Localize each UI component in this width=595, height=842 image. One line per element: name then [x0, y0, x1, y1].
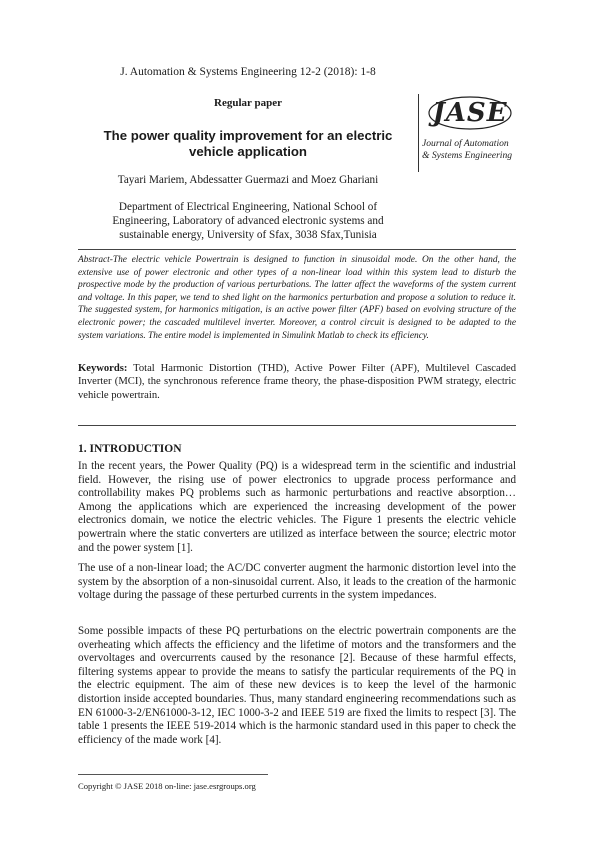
section-heading-introduction: 1. INTRODUCTION: [78, 443, 182, 455]
intro-paragraph-3: Some possible impacts of these PQ perturbations on the electric powertrain components are the overheating which affects the efficiency and the lifetime of motors and the transformers and the overvoltages and overcurrents caused by the resonance [2]. Because of these harmful effects, filtering systems appear to provide the means to satisfy the particular requirements of the PQ in the electric equipment. The aim of these new devices is to keep the level of the harmonic distortion inside accepted boundaries. Thus, many standard engineering recommendations such as EN 61000-3-2/EN61000-3-12, IEC 1000-3-2 and IEEE 519 are fixed the limits to respect [3]. The table 1 presents the IEEE 519-2014 which is the harmonic standard used in this paper to check the efficiency of the made work [4].: [78, 625, 516, 746]
footer-copyright: Copyright © JASE 2018 on-line: jase.esrgroups.org: [78, 781, 256, 791]
affiliation-line-3: sustainable energy, University of Sfax, 3038 Sfax,Tunisia: [119, 229, 377, 242]
logo-subtitle: [422, 138, 522, 162]
paper-type-label: Regular paper: [214, 97, 282, 109]
affiliation-line-2: Engineering, Laboratory of advanced electronic systems and: [112, 215, 384, 228]
logo-subtitle-line-2: & Systems Engineering: [422, 150, 513, 161]
journal-logo: [418, 94, 520, 174]
paper-title: [78, 128, 418, 160]
affiliation-line-1: Department of Electrical Engineering, National School of: [118, 201, 378, 213]
footer-rule: [78, 774, 268, 775]
journal-citation: J. Automation & Systems Engineering 12-2 (2018): 1-8: [120, 66, 376, 78]
authors: Tayari Mariem, Abdessatter Guermazi and Moez Ghariani: [117, 174, 379, 186]
keywords-label: Keywords:: [78, 363, 128, 374]
abstract-bottom-rule: [78, 425, 516, 426]
intro-paragraph-2: The use of a non-linear load; the AC/DC converter augment the harmonic distortion level into the system by the absorption of a non-sinusoidal current. Also, it leads to the creation of the harmonic voltage during the passage of these perturbed currents in the system impedances.: [78, 562, 516, 602]
keywords-text: Total Harmonic Distortion (THD), Active Power Filter (APF), Multilevel Cascaded Inverter (MCI), the synchronous reference frame theory, the phase-disposition PWM strategy, electric vehicle powertrain.: [78, 363, 516, 401]
title-line-1: The power quality improvement for an electric: [103, 128, 393, 143]
logo-subtitle-line-1: Journal of Automation: [422, 138, 509, 149]
logo-mark-text: JASE: [432, 98, 508, 128]
title-line-2: vehicle application: [189, 144, 307, 159]
abstract-top-rule: [78, 249, 516, 250]
logo-divider: [418, 94, 419, 172]
keywords: [78, 362, 516, 402]
abstract: Abstract-The electric vehicle Powertrain is designed to function in sinusoidal mode. On the other hand, the extensive use of power electronic and other types of a non-linear load within this system lead to disturb the prospective mode by the production of various perturbations. The latter affect the waveforms of the system current and voltage. In this paper, we tend to shed light on the harmonics perturbation and propose a solution to reduce it. The suggested system, for harmonics mitigation, is an active power filter (APF) based on evolving structure of the electronic power; the cascaded multilevel inverter. Moreover, a control circuit is designed to be adapted to the system variations. The entire model is implemented in Simulink Matlab to check its efficiency.: [78, 255, 516, 341]
affiliation: [88, 200, 408, 243]
intro-paragraph-1: In the recent years, the Power Quality (PQ) is a widespread term in the scientific and industrial field. However, the rising use of power electronics to upgrade process performance and controllability makes PQ problems such as harmonic perturbations and reactive absorption…Among the applications which are experienced the increasing development of the power electronics domain, we notice the electric vehicles. The Figure 1 presents the electric vehicle powertrain where the static converters are utilized as interface between the source; electric motor and the power system [1].: [78, 460, 516, 554]
logo-mark: [428, 96, 512, 130]
